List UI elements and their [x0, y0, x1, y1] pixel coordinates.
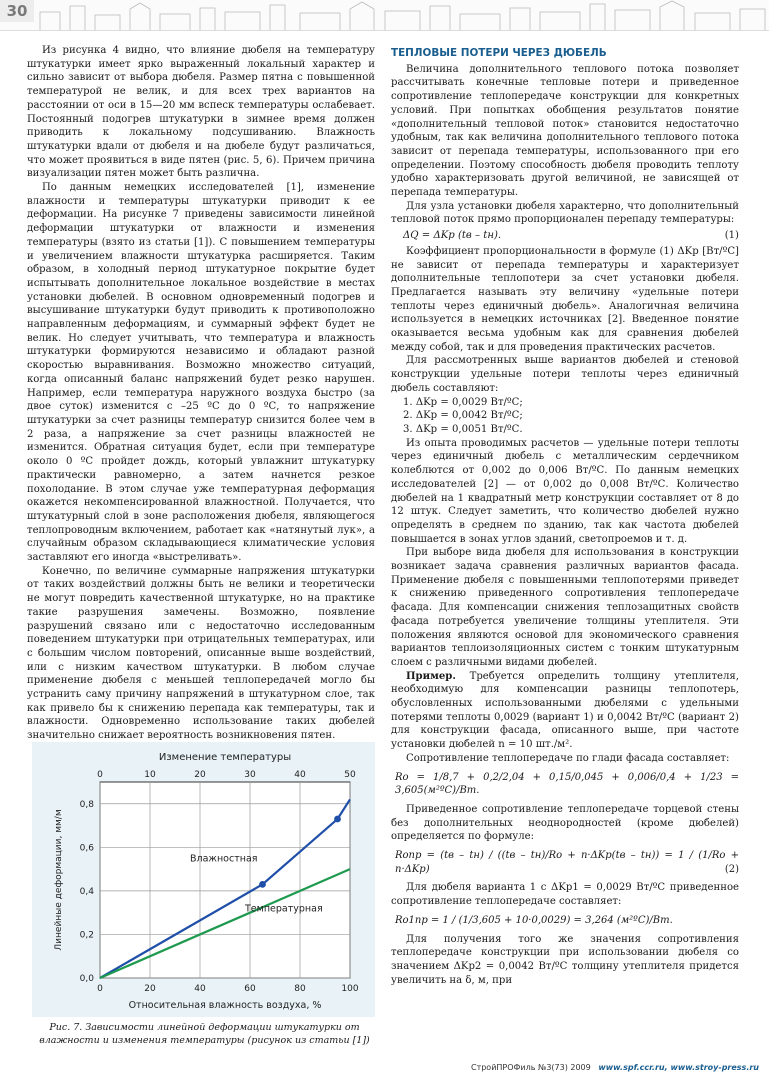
section-heading: ТЕПЛОВЫЕ ПОТЕРИ ЧЕРЕЗ ДЮБЕЛЬ: [391, 47, 607, 59]
paragraph: По данным немецких исследователей [1], изменение влажности и температуры штукатурки приводит к ее деформации. На рисунке 7 приведены зависимости линейной деформации штукатурки от влажности и изменения температуры (взято из статьи [1]). С повышением температуры и увеличением влажности штукатурка расширяется. Таким образом, в холодный период штукатурное покрытие будет испытывать дополнительное локальное воздействие в местах установки дюбелей. В основном одновременный подогрев и высушивание штукатурки будут приводить к противоположно направленным деформациям, и суммарный эффект будет не велик. Но следует учитывать, что температура и влажность штукатурки формируются независимо и обладают разной скоростью выравнивания. Возможно множество ситуаций, когда описанный баланс напряжений будет резко нарушен. Например, если температура наружного воздуха быстро (за двое суток) изменится с –25 ºС до 0 ºС, то напряжение штукатурки за счет разницы температур снизится более чем в 2 раза, а напряжение за счет разницы влажностей не изменится. Обратная ситуация будет, если при температуре около 0 ºС пройдет дождь, который увлажнит штукатурку практически равномерно, а затем начнется резкое похолодание. В этом случае уже температурная деформация окажется некомпенсированной влажностной. Получается, что штукатурный слой в зоне расположения дюбеля, являющегося теплопроводным включением, работает как «натянутый лук», а случайным образом складывающиеся климатические условия заставляют его иногда «выстреливать».: [27, 182, 375, 564]
example-label: Пример.: [406, 670, 456, 682]
journal-name: СтройПРОФиль №3(73) 2009: [470, 1063, 591, 1072]
x-tick-label: 20: [144, 984, 156, 994]
paragraph: Сопротивление теплопередаче по глади фасада составляет:: [406, 752, 730, 764]
equation-2-text: Rопр = (tв – tн) / ((tв – tн)/Rо + n·ΔKp(tв – tн)) = 1 / (1/Rо + n·ΔKp): [395, 850, 739, 875]
data-point: [334, 816, 341, 823]
equation-number: (2): [724, 863, 739, 875]
list-item: 3. ΔKp = 0,0051 Вт/ºС.: [403, 423, 523, 435]
top-x-tick-label: 20: [194, 770, 206, 780]
list-item: 1. ΔKp = 0,0029 Вт/ºС;: [403, 396, 523, 408]
x-tick-label: 100: [341, 984, 359, 994]
y-tick-label: 0,0: [79, 974, 94, 984]
figure-caption: Рис. 7. Зависимости линейной деформации штукатурки от влажности и изменения температуры (рисунок из статьи [1]): [39, 1022, 370, 1046]
right-column: [391, 47, 739, 987]
x-tick-label: 60: [244, 984, 256, 994]
list-item: 2. ΔKp = 0,0042 Вт/ºС;: [403, 410, 523, 422]
left-column: [27, 44, 375, 743]
formula-1-text: ΔQ = ΔKp (tв – tн).: [403, 230, 502, 242]
x-tick-label: 40: [194, 984, 206, 994]
equation-r0: Rо = 1/8,7 + 0,2/2,04 + 0,15/0,045 + 0,006/0,4 + 1/23 = 3,605(м²ºС)/Вт.: [395, 771, 739, 797]
top-x-tick-label: 10: [144, 770, 156, 780]
x-tick-label: 80: [294, 984, 306, 994]
paragraph: Коэффициент пропорциональности в формуле (1) ΔKp [Вт/ºС] не зависит от перепада температуры и характеризует дополнительные теплопотери за счет установки дюбеля. Предлагается называть эту величину «удельные потери теплоты через единичный дюбель». Аналогичная величина используется в немецких источниках [2]. Введенное понятие оказывается весьма удобным как для сравнения дюбелей между собой, так и для проведения практических расчетов.: [391, 245, 739, 353]
paragraph: Конечно, по величине суммарные напряжения штукатурки от таких воздействий должны быть не велики и теоретически не могут повредить качественной штукатурке, но на практике такие разрушения замечены. Возможно, появление разрушений связано или с недостаточно исследованным поведением штукатурки при отрицательных температурах, или с большим числом повторений, описанные выше воздействий, или с низким качеством штукатурки. В любом случае применение дюбеля с меньшей теплопередачей могло бы устранить саму причину напряжений в штукатурном слое, так как привело бы к снижению перепада как температуры, так и влажности. Одновременно использование таких дюбелей значительно снижает вероятность возникновения пятен.: [27, 565, 375, 742]
paragraph: При выборе вида дюбеля для использования в конструкции возникает задача сравнения различных вариантов фасада. Применение дюбеля с повышенными теплопотерями приведет к снижению приведенного сопротивления теплопередаче фасада. Для компенсации снижения теплозащитных свойств фасада потребуется увеличение толщины утеплителя. Эти положения являются основой для экономического сравнения вариантов теплоизоляционных систем с тонким штукатурным слоем с различными видами дюбелей.: [391, 547, 739, 668]
y-tick-label: 0,2: [79, 930, 94, 941]
data-point: [259, 881, 266, 888]
chart-title: Изменение температуры: [158, 752, 292, 763]
y-tick-label: 0,8: [79, 799, 94, 810]
paragraph: Для рассмотренных выше вариантов дюбелей и стеновой конструкции удельные потери теплоты через единичный дюбель составляют:: [391, 355, 739, 394]
plot-area: [100, 782, 350, 978]
top-x-tick-label: 50: [344, 770, 356, 780]
series-label-humidity: Влажностная: [190, 853, 258, 865]
example-text: Требуется определить толщину утеплителя, необходимую для компенсации разницы теплопотерь, обусловленных использованными дюбелями с удельными потерями теплоты 0,0029 (вариант 1) и 0,0042 Вт/ºС (вариант 2) для конструкции фасада, описанного выше, при частоте установки дюбелей n = 10 шт./м².: [391, 670, 739, 751]
top-x-tick-label: 30: [244, 770, 256, 780]
paragraph: Приведенное сопротивление теплопередаче торцевой стены без дополнительных неоднородностей (кроме дюбелей) определяется по формуле:: [391, 803, 739, 843]
y-tick-label: 0,6: [79, 843, 94, 854]
y-tick-label: 0,4: [79, 886, 94, 897]
series-label-temperature: Температурная: [245, 903, 323, 915]
example-paragraph: [391, 670, 739, 752]
page-footer: [471, 1063, 759, 1072]
deformation-chart: [32, 742, 375, 1017]
paragraph: Для дюбеля варианта 1 с ΔKp1 = 0,0029 Вт/ºС приведенное сопротивление теплопередаче составляет:: [391, 882, 739, 908]
paragraph: Из опыта проводимых расчетов — удельные потери теплоты через единичный дюбель с металлическим сердечником колеблются от 0,002 до 0,006 Вт/ºС. По данным немецких исследователей [2] — от 0,002 до 0,008 Вт/ºС. Количество дюбелей на 1 квадратный метр конструкции составляет от 8 до 12 штук. Следует заметить, что количество дюбелей нужно определять в среднем по зданию, так как частота дюбелей повышается в зонах углов зданий, светопроемов и т. д.: [391, 437, 739, 545]
page-header-banner: [0, 0, 769, 31]
x-axis-label: Относительная влажность воздуха, %: [128, 1000, 322, 1011]
paragraph: Из рисунка 4 видно, что влияние дюбеля на температуру штукатурки имеет ярко выраженный локальный характер и сильно зависит от выбора дюбеля. Размер пятна с повышенной температурой не велик, и для всех трех вариантов на расстоянии от оси в 15—20 мм вспеск температуры ослабевает. Постоянный подогрев штукатурки в зимнее время должен приводить к локальному подсушиванию. Влажность штукатурки вдали от дюбеля и на дюбеле будут различаться, что может проявиться в виде пятен (рис. 5, 6). Причем причина визуализации пятен может быть различна.: [27, 45, 375, 180]
figure-7: [32, 742, 375, 1017]
page-number: 30: [0, 0, 34, 22]
y-axis-label: Линейные деформации, мм/м: [54, 809, 64, 951]
equation-2: [391, 849, 739, 876]
footer-links[interactable]: www.spf.ccr.ru, www.stroy-press.ru: [598, 1063, 759, 1072]
top-x-tick-label: 40: [294, 770, 306, 780]
top-x-tick-label: 0: [97, 770, 103, 780]
formula-1: [391, 229, 739, 243]
paragraph: Для получения того же значения сопротивления теплопередаче конструкции при использовании дюбеля со значением ΔKp2 = 0,0042 Вт/ºС толщину утеплителя придется увеличить на δ, м, при: [391, 933, 739, 986]
formula-number: (1): [724, 230, 739, 242]
paragraph: Величина дополнительного теплового потока позволяет рассчитывать конечные тепловые потери и приведенное сопротивление теплопередаче конструкции для конкретных условий. При попытках обобщения результатов понятие «дополнительный тепловой поток» становится недостаточно удобным, так как величина дополнительного теплового потока зависит от перепада температуры, использованного при его определении. Поэтому способность дюбеля проводить теплоту удобно характеризовать другой величиной, не зависящей от перепада температуры.: [391, 63, 739, 199]
paragraph: Для узла установки дюбеля характерно, что дополнительный тепловой поток прямо пропорционален перепаду температуры:: [391, 200, 739, 226]
x-tick-label: 0: [97, 984, 103, 994]
equation-r1: Rо1пр = 1 / (1/3,605 + 10·0,0029) = 3,264 (м²ºС)/Вт.: [395, 914, 673, 926]
city-skyline-illustration: [0, 0, 769, 30]
